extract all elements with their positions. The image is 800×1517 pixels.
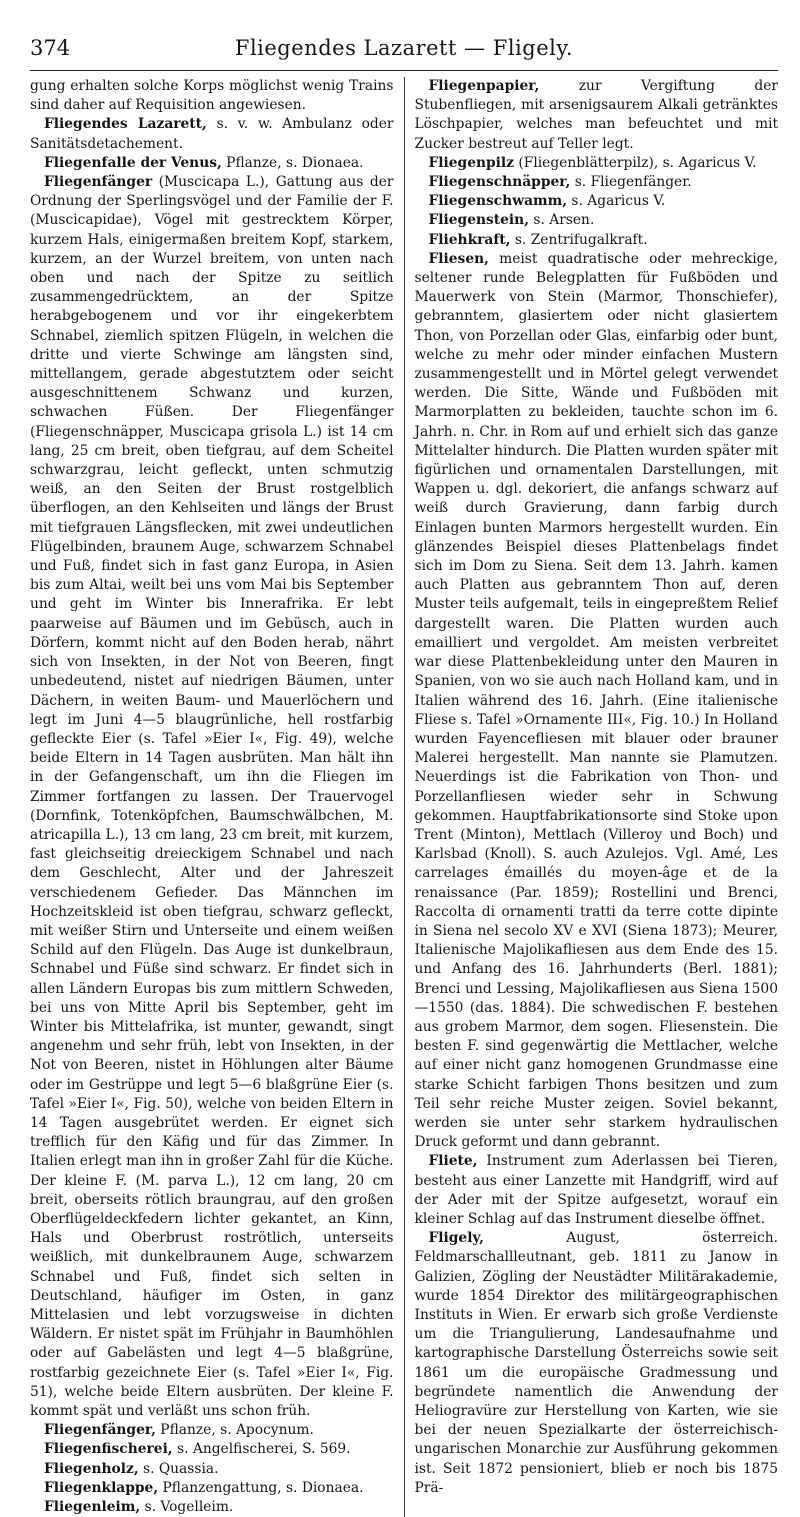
headword: Fliesen, (428, 250, 489, 267)
text-columns (30, 77, 778, 1517)
entry (30, 115, 394, 153)
entry (415, 250, 779, 1153)
headword: Fliegenfischerei, (44, 1441, 173, 1458)
headword: Fligely, (428, 1230, 484, 1247)
entry (415, 173, 779, 192)
entry (415, 231, 779, 250)
entry-text: meist quadratische oder mehreckige, seltener runde Belegplatten für Fußböden und Mauerwerk von Stein (Marmor, Thonschiefer), gebranntem, glasiertem oder nicht glasiertem Thon, von Porzellan oder Glas, einfarbig oder bunt, welche zu mehr oder minder einfachen Mustern zusammengestellt und in Mörtel gelegt verwendet werden. Die Sitte, Wände und Fußböden mit Marmorplatten zu bekleiden, tauchte schon im 6. Jahrh. n. Chr. in Rom auf und erhielt sich das ganze Mittelalter hindurch. Die Platten wurden später mit figürlichen und ornamentalen Darstellungen, mit Wappen u. dgl. dekoriert, die anfangs schwarz auf weiß durch Gravierung, dann farbig durch Einlagen bunten Marmors hergestellt wurden. Ein glänzendes Beispiel dieses Plattenbelags findet sich im Dom zu Siena. Seit dem 13. Jahrh. kamen auch Platten aus gebranntem Thon auf, deren Muster teils aufgemalt, teils in eingepreßtem Relief dargestellt waren. Die Platten wurden auch emailliert und vergoldet. Am meisten verbreitet war diese Plattenbekleidung unter den Mauren in Spanien, von wo sie auch nach Holland kam, und in Italien während des 16. Jahrh. (Eine italienische Fliese s. Tafel »Ornamente III«, Fig. 10.) In Holland wurden Fayencefliesen mit blauer oder brauner Malerei hergestellt. Man nannte sie Plamutzen. Neuerdings ist die Fabrikation von Thon- und Porzellanfliesen wieder sehr in Schwung gekommen. Hauptfabrikationsorte sind Stoke upon Trent (Minton), Mettlach (Villeroy und Boch) und Karlsbad (Knoll). S. auch Azulejos. Vgl. Amé, Les carrelages émaillés du moyen-âge et de la renaissance (Par. 1859); Rostellini und Brenci, Raccolta di ornamenti tratti da terre cotte dipinte in Siena nel secolo XV e XVI (Siena 1873); Meurer, Italienische Majolikafliesen aus dem Ende des 15. und Anfang des 16. Jahrhunderts (Berl. 1881); Brenci und Lessing, Majolikafliesen aus Siena 1500—1550 (das. 1884). Die schwedischen F. bestehen aus grobem Marmor, dem sogen. Fliesenstein. Die besten F. sind gegenwärtig die Mettlacher, welche auf einer nicht ganz homogenen Grundmasse eine starke Schicht farbigen Thons besitzen und zum Teil sehr reiche Muster zeigen. Soviel bekannt, werden sie unter sehr starkem hydraulischen Druck geformt und dann gebrannt. (414, 250, 778, 1151)
entry (415, 77, 779, 154)
entry (415, 1229, 779, 1498)
running-head: Fliegendes Lazarett — Fligely. (234, 36, 574, 60)
entry-text: s. Fliegenfänger. (570, 174, 692, 191)
entry (415, 154, 779, 173)
entry-text: Pflanze, s. Dionaea. (221, 154, 364, 171)
entry (30, 1440, 394, 1459)
headword: Fliegenpapier, (428, 78, 540, 94)
headword: Fliegenklappe, (44, 1479, 159, 1496)
left-column (30, 77, 404, 1517)
headword: Fliegenschwamm, (428, 193, 568, 210)
entry-text: s. Angelfischerei, S. 569. (172, 1441, 351, 1458)
headword: Fliegenfänger (44, 174, 153, 191)
headword: Fliegenpilz (428, 154, 514, 171)
page-header (30, 34, 778, 71)
entry (415, 211, 779, 230)
entry (30, 154, 394, 173)
entry (415, 1152, 779, 1229)
entry (415, 192, 779, 211)
headword: Fliegenschnäpper, (428, 174, 571, 191)
entry-text: s. Arsen. (529, 212, 595, 229)
entry-text: s. v. w. Ambulanz oder Sanitätsdetachement. (30, 116, 394, 152)
headword: Fliegenholz, (44, 1460, 139, 1477)
entry-text: August, österreich. Feldmarschallleutnant, geb. 1811 zu Janow in Galizien, Zögling der Neustädter Militärakademie, wurde 1854 Direktor des militärgeographischen Instituts in Wien. Er erwarb sich große Verdienste um die Triangulierung, Landesaufnahme und kartographische Darstellung Österreichs sowie seit 1861 um die europäische Gradmessung und begründete namentlich die Anwendung der Heliogravüre zur Herstellung von Karten, wie sie bei der neuen Spezialkarte der österreichisch-ungarischen Monarchie zur Ausführung gekommen ist. Seit 1872 pensioniert, blieb er noch bis 1875 Prä- (414, 1230, 778, 1496)
entry-text: s. Agaricus V. (567, 193, 666, 210)
headword: Fliehkraft, (428, 231, 511, 248)
page-number: 374 (30, 36, 71, 60)
entry-text: s. Zentrifugalkraft. (510, 231, 648, 248)
entry-text: Pflanzengattung, s. Dionaea. (158, 1479, 364, 1496)
entry-text: gung erhalten solche Korps möglichst wenig Trains sind daher auf Requisition angewiesen. (30, 78, 394, 114)
headword: Fliegenleim, (44, 1499, 141, 1516)
entry (30, 1460, 394, 1479)
headword: Fliegenfalle der Venus, (44, 154, 222, 171)
entry-text: zur Vergiftung der Stubenfliegen, mit arsenigsaurem Alkali getränktes Löschpapier, welches man befeuchtet und mit Zucker bestreut auf Teller legt. (414, 78, 778, 152)
entry-text: s. Vogelleim. (140, 1499, 234, 1516)
entry-text: Instrument zum Aderlassen bei Tieren, besteht aus einer Lanzette mit Handgriff, wird auf der Ader mit der Spitze aufgesetzt, worauf ein kleiner Schlag auf das Instrument dieselbe öffnet. (414, 1153, 778, 1227)
headword: Fliete, (428, 1153, 478, 1170)
entry-text: s. Quassia. (138, 1460, 219, 1477)
entry (30, 77, 394, 115)
entry (30, 173, 394, 1421)
entry (30, 1421, 394, 1440)
entry-text: (Muscicapa L.), Gattung aus der Ordnung der Sperlingsvögel und der Familie der F. (Muscicapidae), Vögel mit gestrecktem Körper, kurzem Hals, einigermaßen breitem Kopf, starkem, kurzem, an der Wurzel breitem, von unten nach oben und nach der Spitze zu seitlich zusammengedrücktem, an der Spitze herabgebogenem und vor ihr eingekerbtem Schnabel, ziemlich spitzen Flügeln, in welchen die dritte und vierte Schwinge am längsten sind, mittellangem, gerade abgestutztem oder seicht ausgeschnittenem Schwanz und kurzen, schwachen Füßen. Der Fliegenfänger (Fliegenschnäpper, Muscicapa grisola L.) ist 14 cm lang, 25 cm breit, oben tiefgrau, auf dem Scheitel schwarzgrau, leicht gefleckt, unten schmutzig weiß, an den Seiten der Brust rostgelblich überflogen, an den Kehlseiten und längs der Brust mit tiefgrauen Längsflecken, mit zwei undeutlichen Flügelbinden, braunem Auge, schwarzem Schnabel und Fuß, findet sich in fast ganz Europa, in Asien bis zum Altai, weilt bei uns vom Mai bis September und geht im Winter bis Innerafrika. Er lebt paarweise auf Bäumen und im Gebüsch, auch in Dörfern, kommt nicht auf den Boden herab, nährt sich von Insekten, in der Not von Beeren, fingt unbedeutend, nistet auf niedrigen Bäumen, unter Dächern, in weiten Baum- und Mauerlöchern und legt im Juni 4—5 blaugrünliche, hell rostfarbig gefleckte Eier (s. Tafel »Eier I«, Fig. 49), welche beide Eltern in 14 Tagen ausbrüten. Man hält ihn in der Gefangenschaft, um ihn die Fliegen im Zimmer fortfangen zu lassen. Der Trauervogel (Dornfink, Totenköpfchen, Baumschwälbchen, M. atricapilla L.), 13 cm lang, 23 cm breit, mit kurzem, fast gleichseitig dreieckigem Schnabel und nach dem Geschlecht, Alter und der Jahreszeit verschiedenem Gefieder. Das Männchen im Hochzeitskleid ist oben tiefgrau, schwarz gefleckt, mit weißer Stirn und Unterseite und einem weißen Schild auf den Flügeln. Das Auge ist dunkelbraun, Schnabel und Füße sind schwarz. Er findet sich in allen Ländern Europas bis zum mittlern Schweden, bei uns von Mitte April bis September, geht im Winter bis Mittelafrika, ist munter, gewandt, singt angenehm und sehr früh, lebt von Insekten, in der Not von Beeren, nistet in Höhlungen alter Bäume oder im Gestrüppe und legt 5—6 blaßgrüne Eier (s. Tafel »Eier I«, Fig. 50), welche von beiden Eltern in 14 Tagen ausgebrütet werden. Er eignet sich trefflich für den Käfig und für das Zimmer. In Italien erlegt man ihn in großer Zahl für die Küche. Der kleine F. (M. parva L.), 12 cm lang, 20 cm breit, oberseits rötlich braungrau, auf den großen Oberflügeldeckfedern lichter gekantet, an Kinn, Hals und Oberbrust roströtlich, unterseits weißlich, mit dunkelbraunem Auge, schwarzem Schnabel und Fuß, findet sich selten in Deutschland, häufiger im Osten, in ganz Mittelasien und lebt vorzugsweise in dichten Wäldern. Er nistet spät im Frühjahr in Baumhöhlen oder auf Gabelästen und legt 4—5 blaßgrüne, rostfarbig gezeichnete Eier (s. Tafel »Eier I«, Fig. 51), welche beide Eltern ausbrüten. Der kleine F. kommt spät und verläßt uns schon früh. (30, 174, 394, 1420)
headword: Fliegenfänger, (44, 1422, 156, 1439)
entry-text: (Fliegenblätterpilz), s. Agaricus V. (513, 154, 757, 171)
right-column (404, 77, 779, 1517)
headword: Fliegendes Lazarett, (44, 116, 207, 133)
entry (30, 1479, 394, 1498)
entry (30, 1498, 394, 1517)
entry-text: Pflanze, s. Apocynum. (155, 1422, 314, 1439)
headword: Fliegenstein, (428, 212, 530, 229)
